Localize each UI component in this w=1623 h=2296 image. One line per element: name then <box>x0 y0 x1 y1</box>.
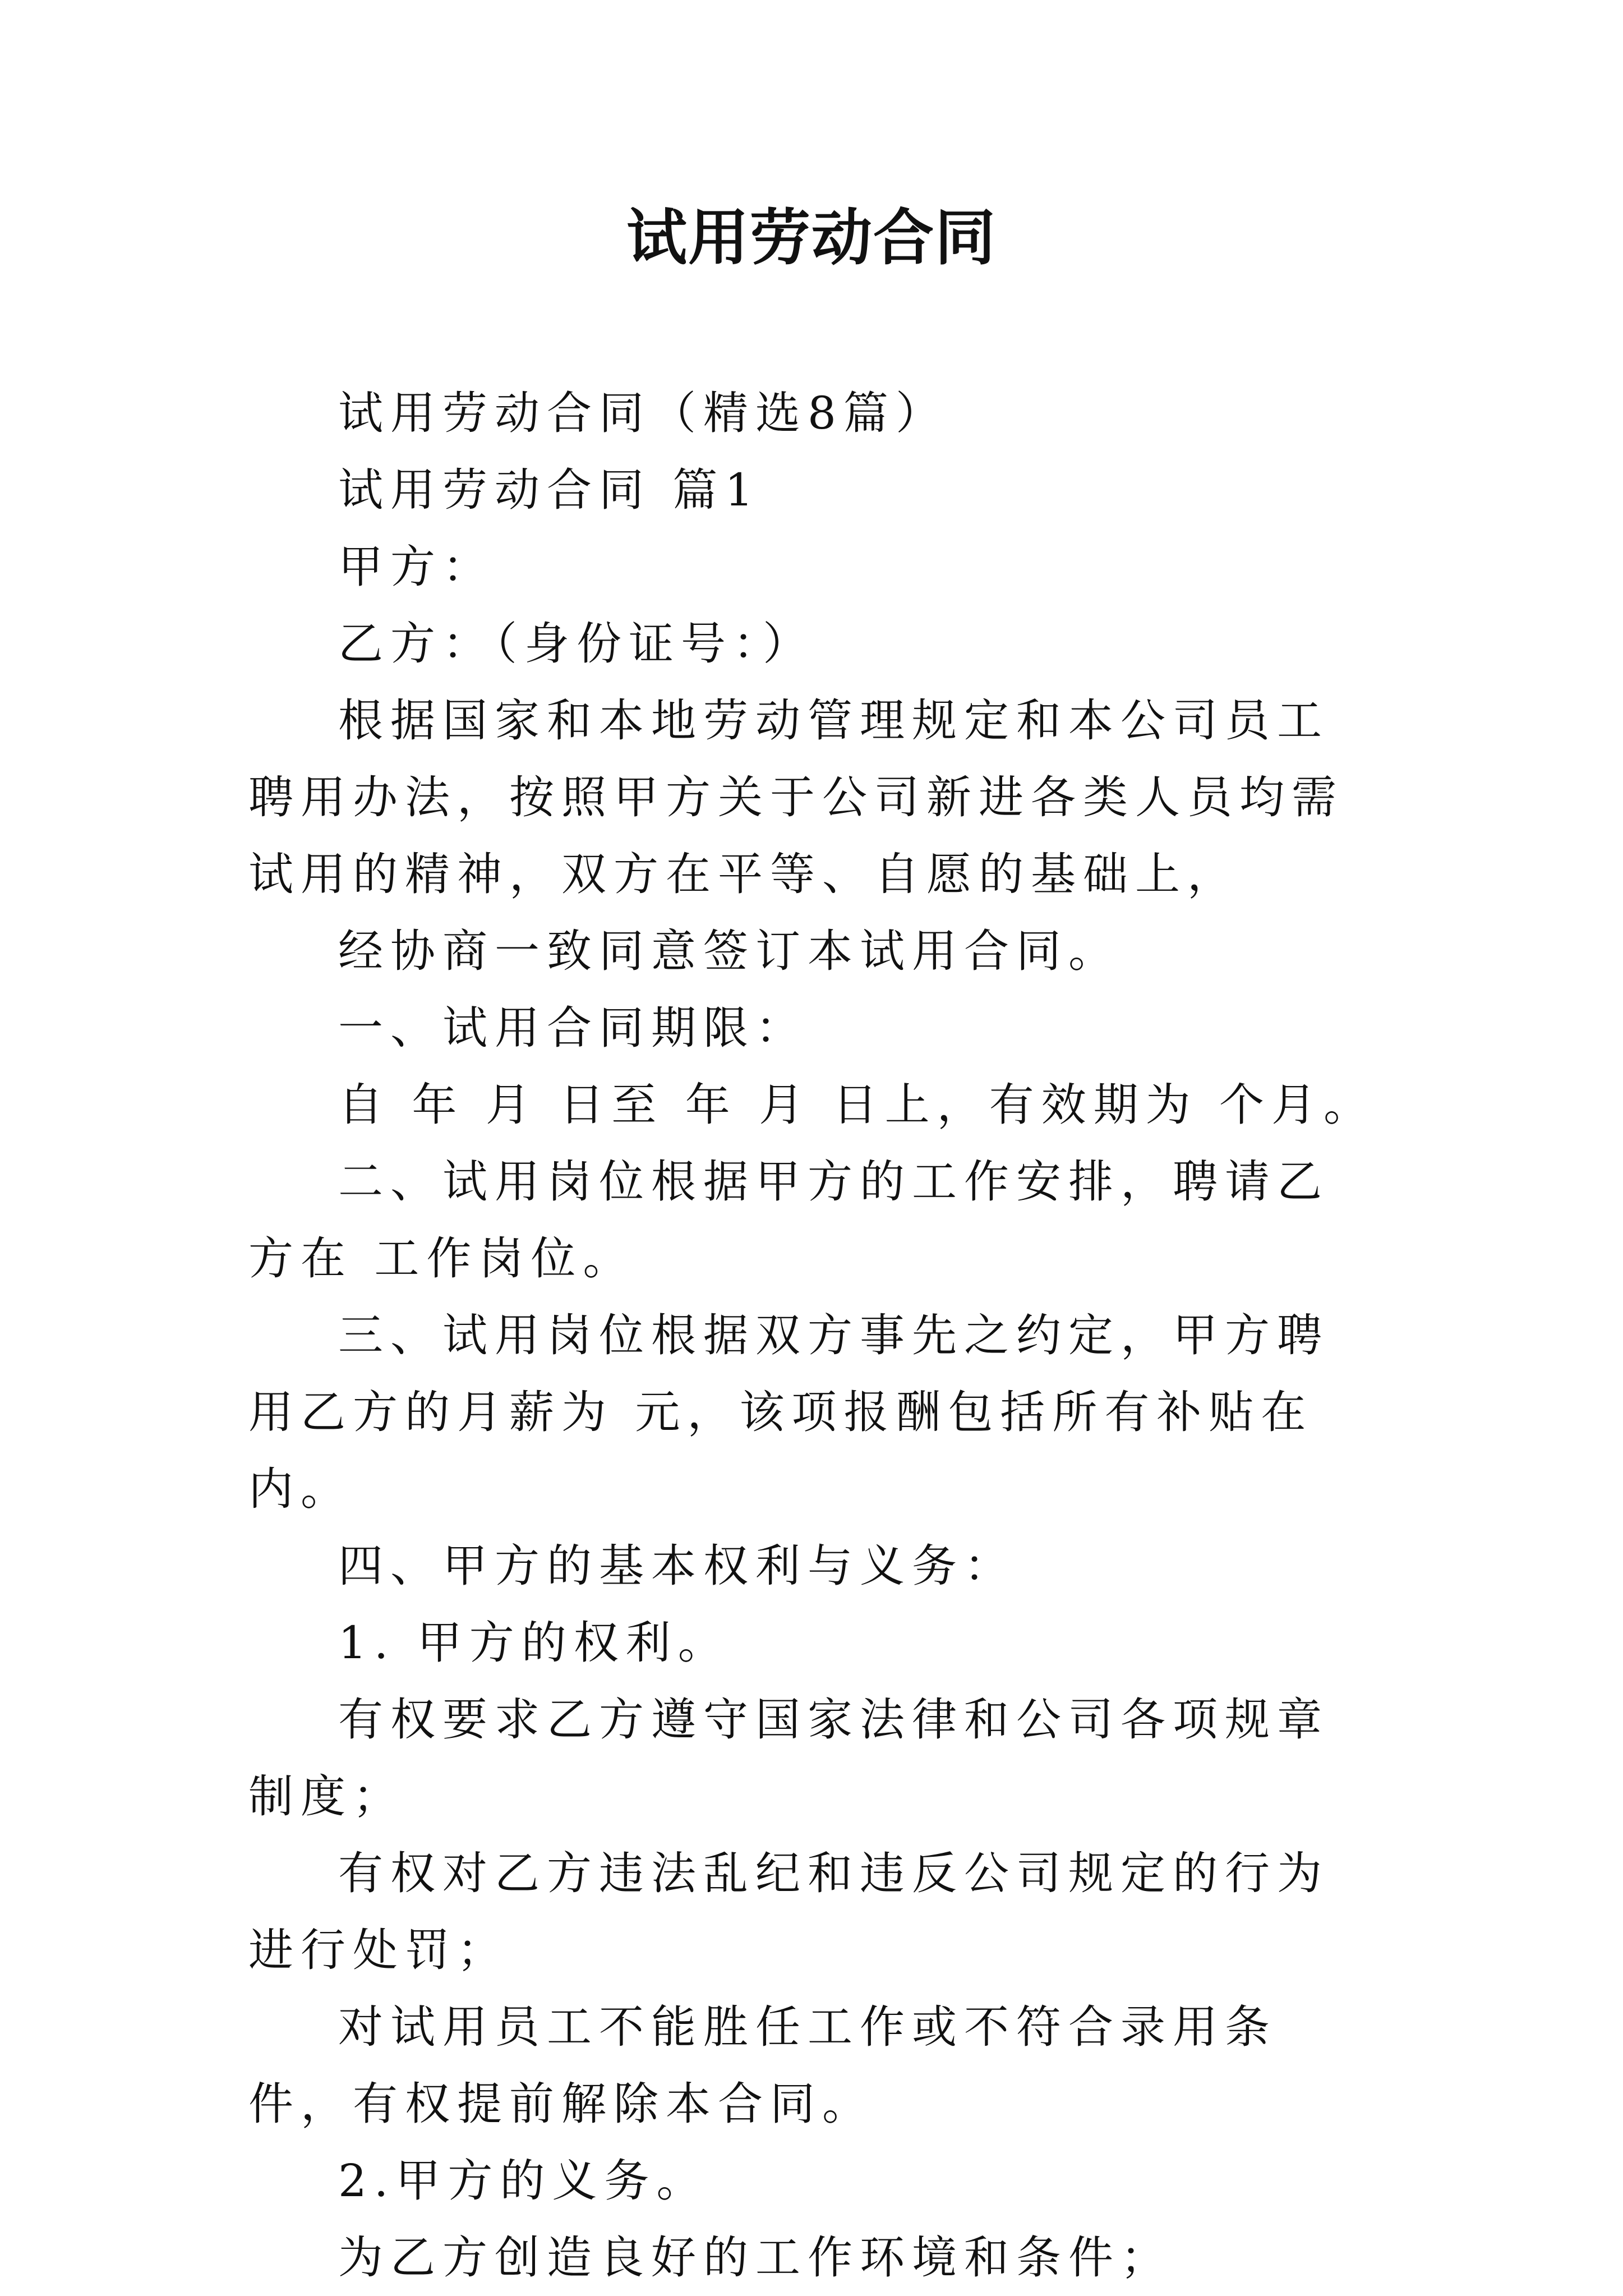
party-b-line: 乙方：（身份证号：） <box>338 618 815 670</box>
clause-4-heading: 四、甲方的基本权利与义务： <box>338 1540 1016 1592</box>
clause-4-1-item-1: 有权要求乙方遵守国家法律和公司各项规章制度； <box>248 1694 1329 1823</box>
clause-4-1-item-2: 有权对乙方违法乱纪和违反公司规定的行为进行处罚； <box>248 1847 1329 1976</box>
clause-4-1-item-3: 对试用员工不能胜任工作或不符合录用条件，有权提前解除本合同。 <box>248 2001 1277 2130</box>
document-body <box>248 375 1376 2296</box>
intro-paragraph: 根据国家和本地劳动管理规定和本公司员工聘用办法，按照甲方关于公司新进各类人员均需试用的精神，双方在平等、自愿的基础上， <box>248 694 1344 900</box>
clause-4-2-heading: 2.甲方的义务。 <box>338 2155 709 2207</box>
subtitle-paragraph: 试用劳动合同（精选8篇） <box>338 387 948 439</box>
clause-1-text: 自 年 月 日至 年 月 日上，有效期为 个月。 <box>338 1079 1376 1131</box>
document-title: 试用劳动合同 <box>626 203 997 273</box>
agreement-paragraph: 经协商一致同意签订本试用合同。 <box>338 925 1121 977</box>
clause-4-1-heading: 1. 甲方的权利。 <box>338 1617 730 1669</box>
clause-2-text: 二、试用岗位根据甲方的工作安排，聘请乙方在 工作岗位。 <box>248 1156 1329 1285</box>
clause-4-2-item-1: 为乙方创造良好的工作环境和条件； <box>338 2231 1173 2284</box>
section-heading-paragraph: 试用劳动合同 篇1 <box>338 464 761 516</box>
clause-3-text: 三、试用岗位根据双方事先之约定，甲方聘用乙方的月薪为 元，该项报酬包括所有补贴在内。 <box>248 1309 1329 1515</box>
clause-1-heading: 一、试用合同期限： <box>338 1002 808 1054</box>
party-a-line: 甲方： <box>338 541 495 593</box>
